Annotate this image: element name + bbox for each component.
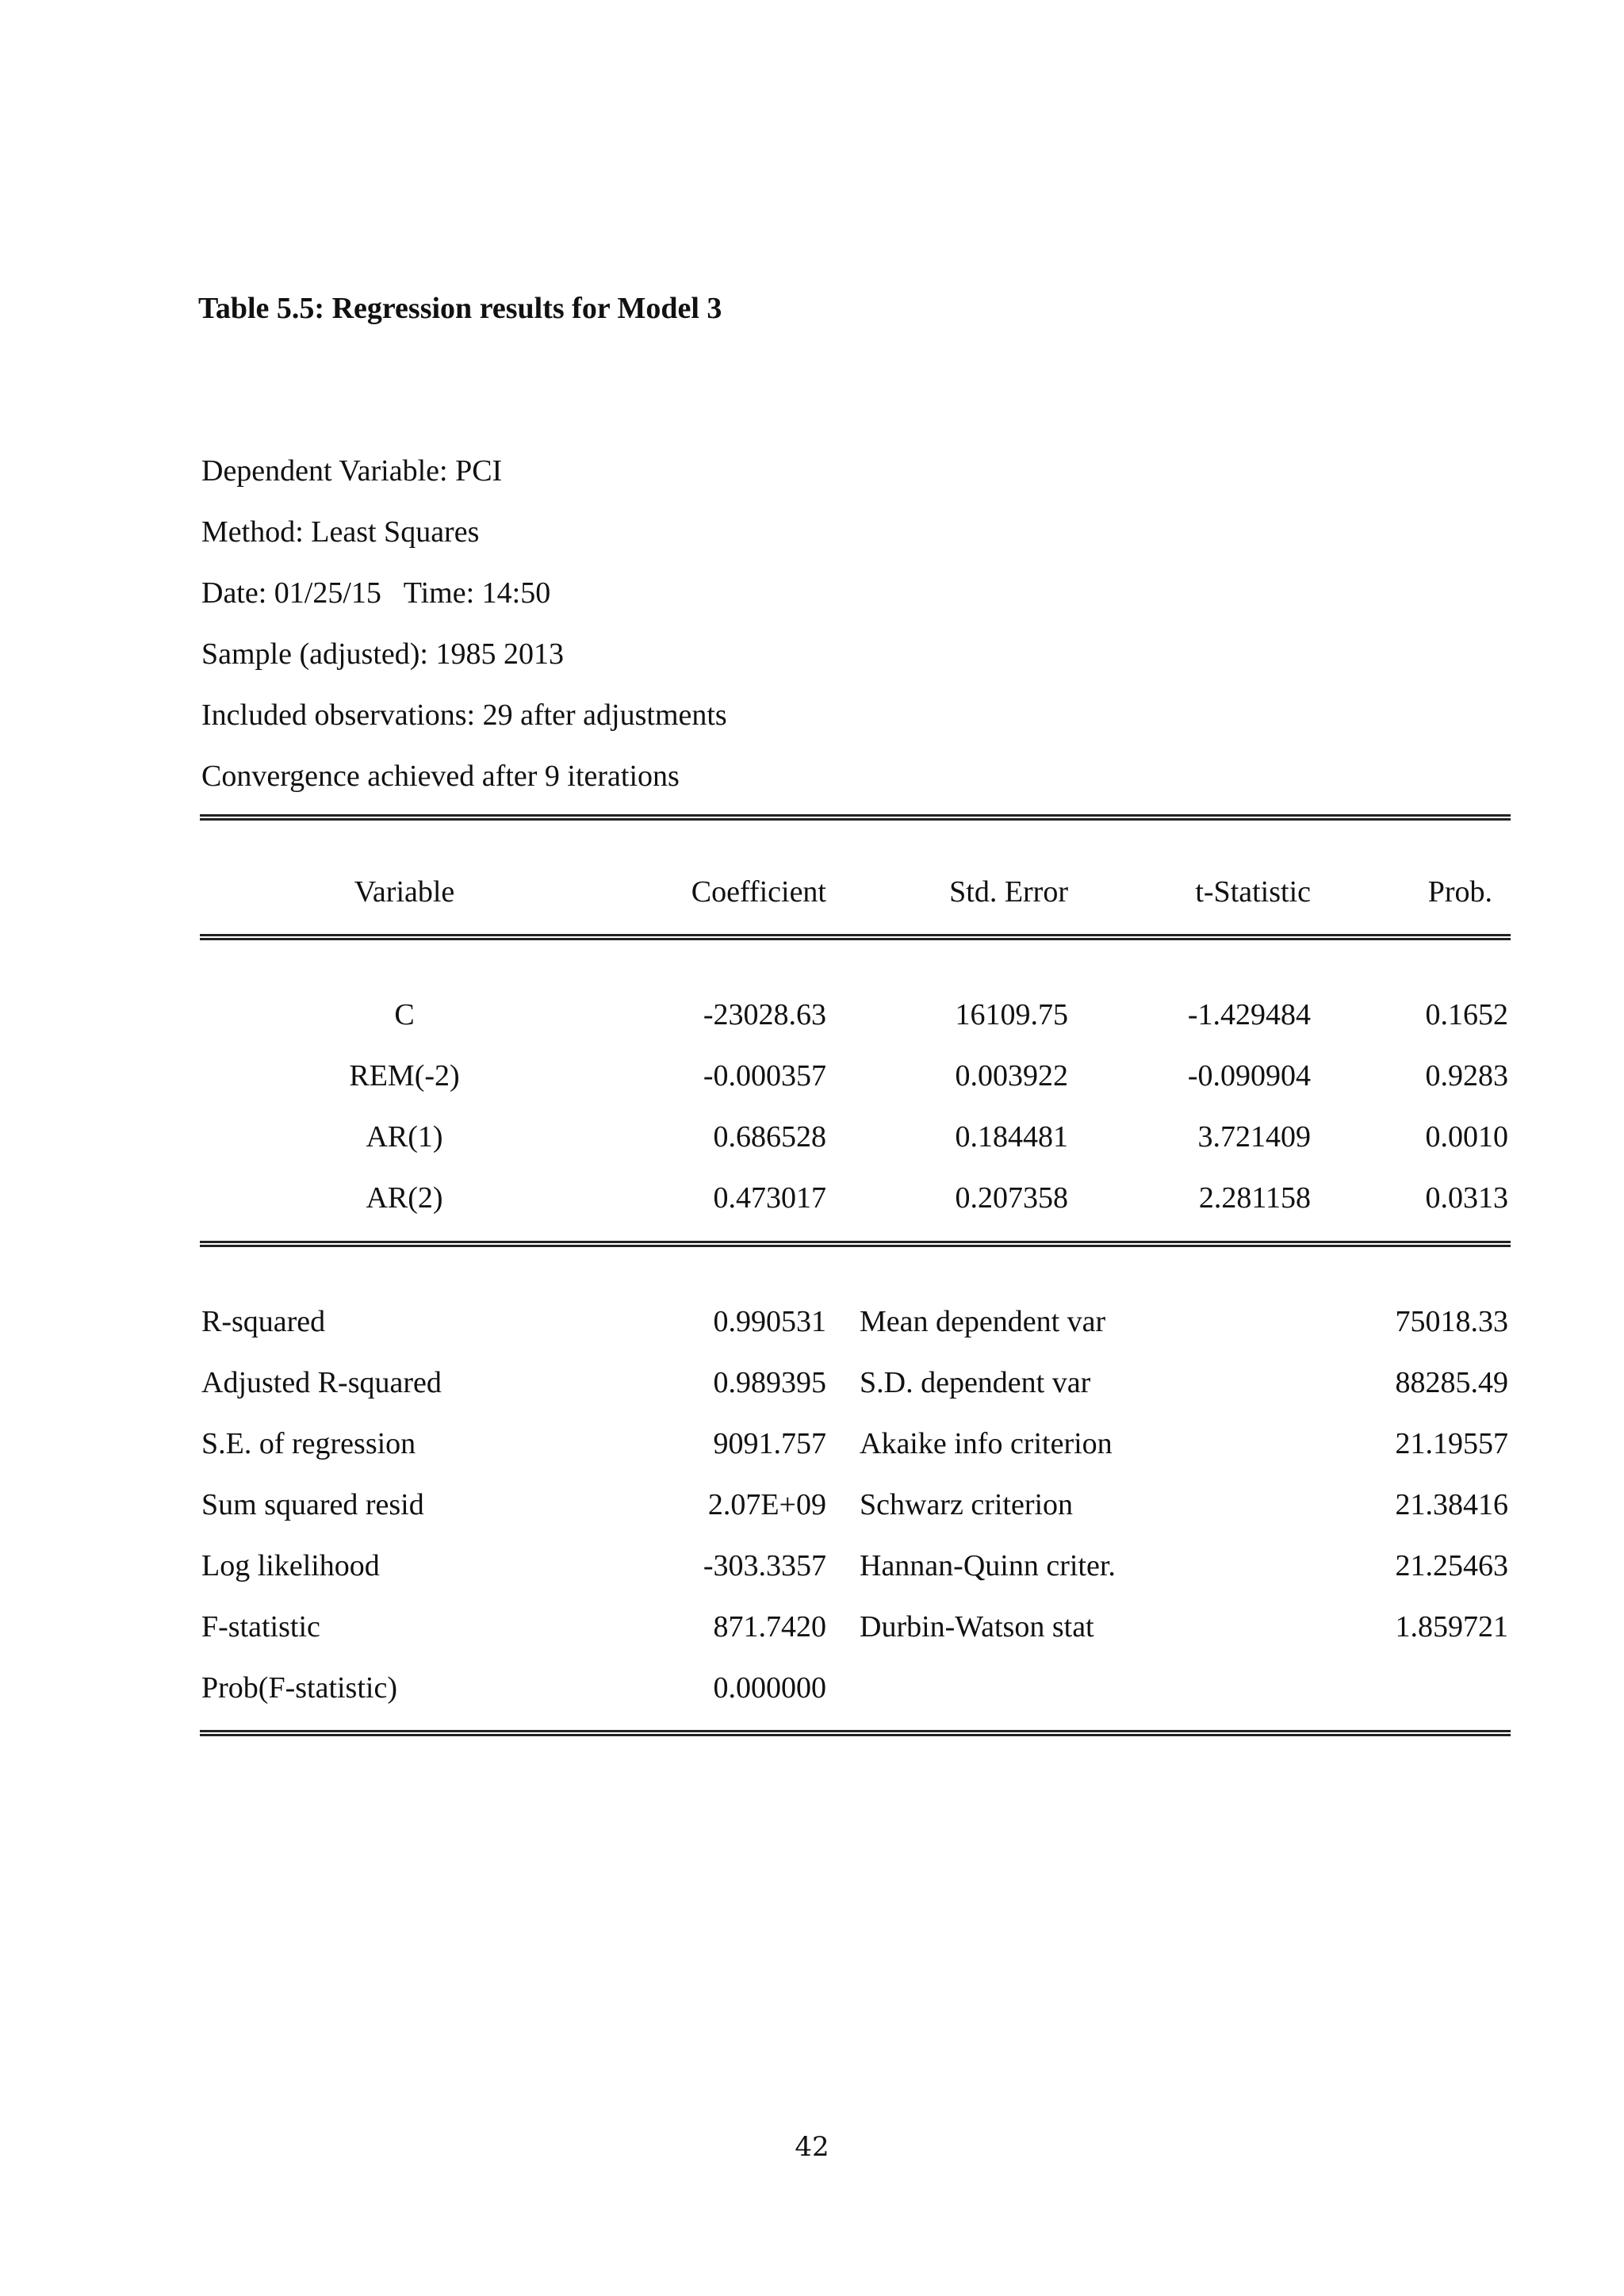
stat-akaike-label: Akaike info criterion — [860, 1427, 1113, 1460]
row-ar2-coefficient: 0.473017 — [713, 1181, 826, 1215]
row-c-coefficient: -23028.63 — [703, 998, 826, 1031]
row-rem-variable: REM(-2) — [349, 1059, 460, 1093]
stat-hannan-quinn-label: Hannan-Quinn criter. — [860, 1549, 1116, 1582]
meta-date-time: Date: 01/25/15 Time: 14:50 — [201, 576, 551, 610]
meta-sample: Sample (adjusted): 1985 2013 — [201, 637, 564, 671]
header-bottom-rule — [200, 934, 1511, 940]
meta-method: Method: Least Squares — [201, 515, 480, 549]
table-bottom-rule — [200, 1730, 1511, 1736]
stat-mean-dep-label: Mean dependent var — [860, 1305, 1106, 1338]
column-header-t-statistic: t-Statistic — [1195, 875, 1311, 909]
row-rem-coefficient: -0.000357 — [703, 1059, 826, 1093]
row-rem-prob: 0.9283 — [1425, 1059, 1508, 1093]
stat-schwarz-label: Schwarz criterion — [860, 1488, 1074, 1521]
regression-metadata — [201, 441, 727, 807]
column-header-std-error: Std. Error — [949, 875, 1068, 909]
meta-dependent-variable: Dependent Variable: PCI — [201, 454, 503, 488]
table-title: Table 5.5: Regression results for Model 3 — [198, 292, 722, 325]
stat-sd-dep-label: S.D. dependent var — [860, 1366, 1091, 1399]
stat-schwarz-value: 21.38416 — [1395, 1488, 1508, 1521]
page-number: 42 — [795, 2131, 829, 2163]
stat-prob-f-label: Prob(F-statistic) — [201, 1671, 397, 1705]
row-ar2-std-error: 0.207358 — [955, 1181, 1068, 1215]
stat-f-statistic-value: 871.7420 — [713, 1610, 826, 1644]
row-ar2-prob: 0.0313 — [1425, 1181, 1508, 1215]
row-c-variable: C — [394, 998, 415, 1031]
table-top-rule — [200, 814, 1511, 821]
stat-r-squared-value: 0.990531 — [713, 1305, 826, 1338]
stat-hannan-quinn-value: 21.25463 — [1395, 1549, 1508, 1582]
stat-sd-dep-value: 88285.49 — [1395, 1366, 1508, 1399]
stat-akaike-value: 21.19557 — [1395, 1427, 1508, 1460]
coefficients-bottom-rule — [200, 1241, 1511, 1247]
stat-log-likelihood-value: -303.3357 — [703, 1549, 826, 1582]
column-header-prob: Prob. — [1427, 875, 1492, 909]
stat-durbin-watson-value: 1.859721 — [1395, 1610, 1508, 1644]
stat-adj-r-squared-value: 0.989395 — [713, 1366, 826, 1399]
row-rem-t-statistic: -0.090904 — [1187, 1059, 1311, 1093]
stat-f-statistic-label: F-statistic — [201, 1610, 320, 1644]
row-ar1-prob: 0.0010 — [1425, 1120, 1508, 1154]
meta-convergence: Convergence achieved after 9 iterations — [201, 760, 680, 793]
row-ar1-coefficient: 0.686528 — [713, 1120, 826, 1154]
row-ar2-variable: AR(2) — [366, 1181, 443, 1215]
row-ar1-variable: AR(1) — [366, 1120, 443, 1154]
row-c-t-statistic: -1.429484 — [1187, 998, 1311, 1031]
row-rem-std-error: 0.003922 — [955, 1059, 1068, 1093]
row-ar1-std-error: 0.184481 — [955, 1120, 1068, 1154]
stat-adj-r-squared-label: Adjusted R-squared — [201, 1366, 442, 1399]
stat-ssr-label: Sum squared resid — [201, 1488, 424, 1521]
stat-log-likelihood-label: Log likelihood — [201, 1549, 380, 1582]
stat-prob-f-value: 0.000000 — [713, 1671, 826, 1705]
meta-observations: Included observations: 29 after adjustments — [201, 698, 727, 732]
row-c-std-error: 16109.75 — [955, 998, 1068, 1031]
stat-se-regression-label: S.E. of regression — [201, 1427, 416, 1460]
stat-se-regression-value: 9091.757 — [713, 1427, 826, 1460]
column-header-coefficient: Coefficient — [691, 875, 826, 909]
row-ar1-t-statistic: 3.721409 — [1197, 1120, 1311, 1154]
column-header-variable: Variable — [354, 875, 455, 909]
row-ar2-t-statistic: 2.281158 — [1198, 1181, 1311, 1215]
stat-durbin-watson-label: Durbin-Watson stat — [860, 1610, 1094, 1644]
stat-mean-dep-value: 75018.33 — [1395, 1305, 1508, 1338]
stat-r-squared-label: R-squared — [201, 1305, 326, 1338]
row-c-prob: 0.1652 — [1425, 998, 1508, 1031]
stat-ssr-value: 2.07E+09 — [707, 1488, 826, 1521]
